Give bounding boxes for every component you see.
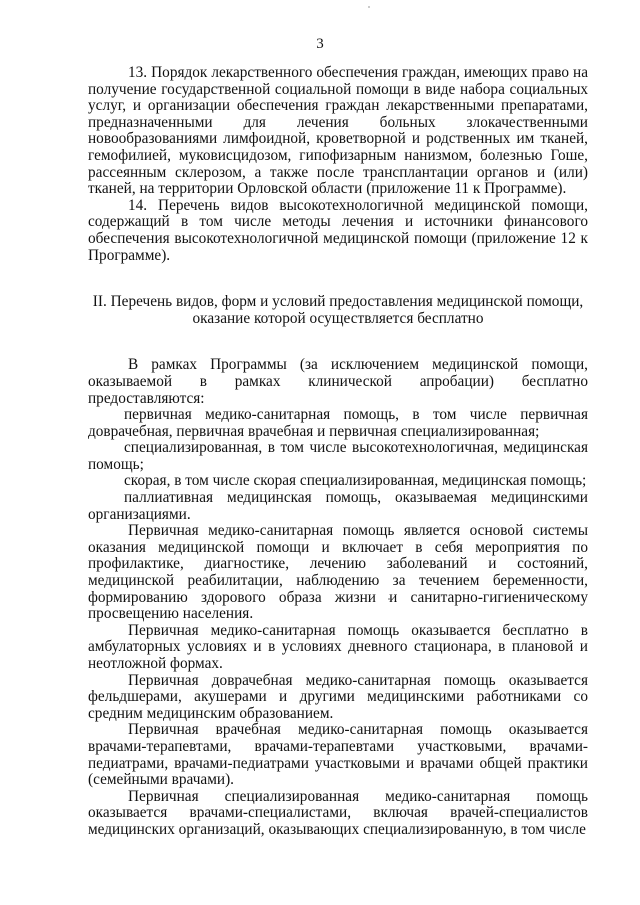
section-paragraph: Первичная врачебная медико-санитарная помощь оказывается врачами-терапевтами, врачами-терапевтами участковыми, врачами-педиатрами, врачами-педиатрами участковыми и врачами общей практики (семейными врачами). <box>88 721 588 789</box>
paragraph-item-13: 13. Порядок лекарственного обеспечения граждан, имеющих право на получение государственной социальной помощи в виде набора социальных услуг, и организации обеспечения граждан лекарственными препаратами, предназначенными для лечения больных злокачественными новообразованиями лимфоидной, кроветворной и родственных им тканей, гемофилией, муковисцидозом, гипофизарным нанизмом, болезнью Гоше, рассеянным склерозом, а также после трансплантации органов и (или) тканей, на территории Орловской области (приложение 11 к Программе). <box>88 64 588 198</box>
scan-speck <box>368 6 370 8</box>
section-heading-line: II. Перечень видов, форм и условий предоставления медицинской помощи, <box>92 293 584 311</box>
list-item: специализированная, в том числе высокотехнологичная, медицинская помощь; <box>88 439 588 473</box>
section-paragraph: Первичная медико-санитарная помощь является основой системы оказания медицинской помощи и включает в себя мероприятия по профилактике, диагностике, лечению заболеваний и состояний, медицинской реабилитации, наблюдению за течением беременности, формированию здорового образа жизни и санитарно-гигиеническому просвещению населения. <box>88 522 588 623</box>
section-heading-line: оказание которой осуществляется бесплатно <box>192 309 484 327</box>
list-item: первичная медико-санитарная помощь, в том числе первичная доврачебная, первичная врачебная и первичная специализированная; <box>88 406 588 440</box>
section-paragraph: Первичная доврачебная медико-санитарная помощь оказывается фельдшерами, акушерами и другими медицинскими работниками со средним медицинским образованием. <box>88 671 588 722</box>
list-item: скорая, в том числе скорая специализированная, медицинская помощь; <box>124 472 587 490</box>
section-paragraph: Первичная медико-санитарная помощь оказывается бесплатно в амбулаторных условиях и в условиях дневного стационара, в плановой и неотложной формах. <box>88 621 588 672</box>
section-paragraph: Первичная специализированная медико-санитарная помощь оказывается врачами-специалистами, включая врачей-специалистов медицинских организаций, оказывающих специализированную, в том числе <box>88 787 588 838</box>
page-number: 3 <box>316 36 324 52</box>
section-paragraph: В рамках Программы (за исключением медицинской помощи, оказываемой в рамках клинической апробации) бесплатно предоставляются: <box>88 356 588 407</box>
list-item: паллиативная медицинская помощь, оказываемая медицинскими организациями. <box>88 489 588 523</box>
section-heading <box>88 294 588 327</box>
paragraph-item-14: 14. Перечень видов высокотехнологичной медицинской помощи, содержащий в том числе методы лечения и источники финансового обеспечения высокотехнологичной медицинской помощи (приложение 12 к Программе). <box>88 196 588 264</box>
document-body <box>88 65 588 839</box>
